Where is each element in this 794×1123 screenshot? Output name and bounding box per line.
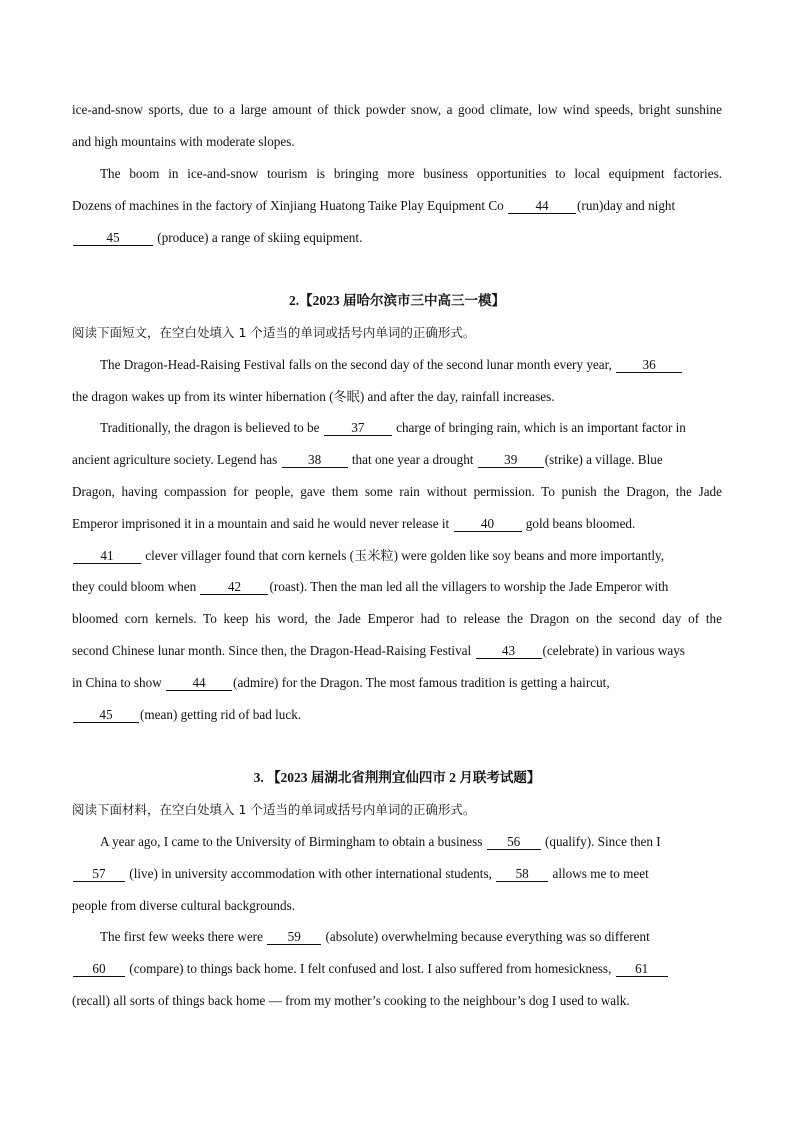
paragraph-line: 57 (live) in university accommodation with other international students, 58 allows me to meet [72, 865, 722, 883]
paragraph-line: in China to show 44 (admire) for the Dragon. The most famous tradition is getting a haircut, [72, 675, 610, 690]
blank-36[interactable]: 36 [616, 357, 682, 373]
blank-39[interactable]: 39 [478, 452, 544, 468]
paragraph-line: the dragon wakes up from its winter hibernation (冬眠) and after the day, rainfall increases. [72, 389, 555, 404]
blank-59[interactable]: 59 [267, 929, 321, 945]
blank-43[interactable]: 43 [476, 643, 542, 659]
blank-41[interactable]: 41 [73, 548, 141, 564]
paragraph-line: 41 clever villager found that corn kernels (玉米粒) were golden like soy beans and more importantly, [72, 547, 722, 565]
blank-40[interactable]: 40 [454, 516, 522, 532]
paragraph-line: people from diverse cultural backgrounds. [72, 898, 296, 913]
blank-37[interactable]: 37 [324, 420, 392, 436]
paragraph-line: The first few weeks there were 59 (absolute) overwhelming because everything was so different [100, 929, 650, 944]
blank-42[interactable]: 42 [200, 579, 268, 595]
blank-60[interactable]: 60 [73, 961, 125, 977]
paragraph-line: and high mountains with moderate slopes. [72, 134, 295, 149]
paragraph-line: The boom in ice-and-snow tourism is bringing more business opportunities to local equipment factories. [100, 166, 722, 181]
blank-45[interactable]: 45 [73, 230, 153, 246]
section-title: 2.【2023 届哈尔滨市三中高三一模】 [289, 293, 505, 308]
blank-44-festival[interactable]: 44 [166, 675, 232, 691]
paragraph-line: second Chinese lunar month. Since then, the Dragon-Head-Raising Festival 43 (celebrate) in various ways [72, 643, 685, 658]
blank-58[interactable]: 58 [496, 866, 548, 882]
blank-44[interactable]: 44 [508, 198, 576, 214]
paragraph-line: bloomed corn kernels. To keep his word, the Jade Emperor had to release the Dragon on the second day of the [72, 611, 722, 626]
paragraph-line: 45 (mean) getting rid of bad luck. [72, 706, 722, 724]
paragraph-line: ancient agriculture society. Legend has 38 that one year a drought 39 (strike) a village. Blue [72, 452, 663, 467]
instruction-text: 阅读下面短文，在空白处填入 1 个适当的单词或括号内单词的正确形式。 [72, 325, 476, 340]
paragraph-line: 60 (compare) to things back home. I felt confused and lost. I also suffered from homesickness, 61 [72, 960, 722, 978]
blank-38[interactable]: 38 [282, 452, 348, 468]
blank-61[interactable]: 61 [616, 961, 668, 977]
instruction-text: 阅读下面材料，在空白处填入 1 个适当的单词或括号内单词的正确形式。 [72, 802, 476, 817]
section-title: 3. 【2023 届湖北省荆荆宜仙四市 2 月联考试题】 [253, 770, 541, 785]
paragraph-line: Traditionally, the dragon is believed to be 37 charge of bringing rain, which is an important factor in [100, 420, 686, 435]
blank-57[interactable]: 57 [73, 866, 125, 882]
paragraph-line: The Dragon-Head-Raising Festival falls on the second day of the second lunar month every year, 36 [100, 356, 722, 374]
paragraph-line: Dragon, having compassion for people, gave them some rain without permission. To punish the Dragon, the Jade [72, 484, 722, 499]
paragraph-line: Emperor imprisoned it in a mountain and said he would never release it 40 gold beans bloomed. [72, 516, 636, 531]
paragraph-line: 45 (produce) a range of skiing equipment. [72, 229, 722, 247]
paragraph-line: ice-and-snow sports, due to a large amount of thick powder snow, a good climate, low wind speeds, bright sunshine [72, 102, 722, 117]
paragraph-line: Dozens of machines in the factory of Xinjiang Huatong Taike Play Equipment Co 44 (run)day and night [72, 198, 676, 213]
paragraph-line: they could bloom when 42 (roast). Then the man led all the villagers to worship the Jade Emperor with [72, 579, 669, 594]
paragraph-line: (recall) all sorts of things back home — from my mother’s cooking to the neighbour’s dog I used to walk. [72, 993, 630, 1008]
blank-45-festival[interactable]: 45 [73, 707, 139, 723]
paragraph-line: A year ago, I came to the University of Birmingham to obtain a business 56 (qualify). Since then I [100, 834, 661, 849]
blank-56[interactable]: 56 [487, 834, 541, 850]
